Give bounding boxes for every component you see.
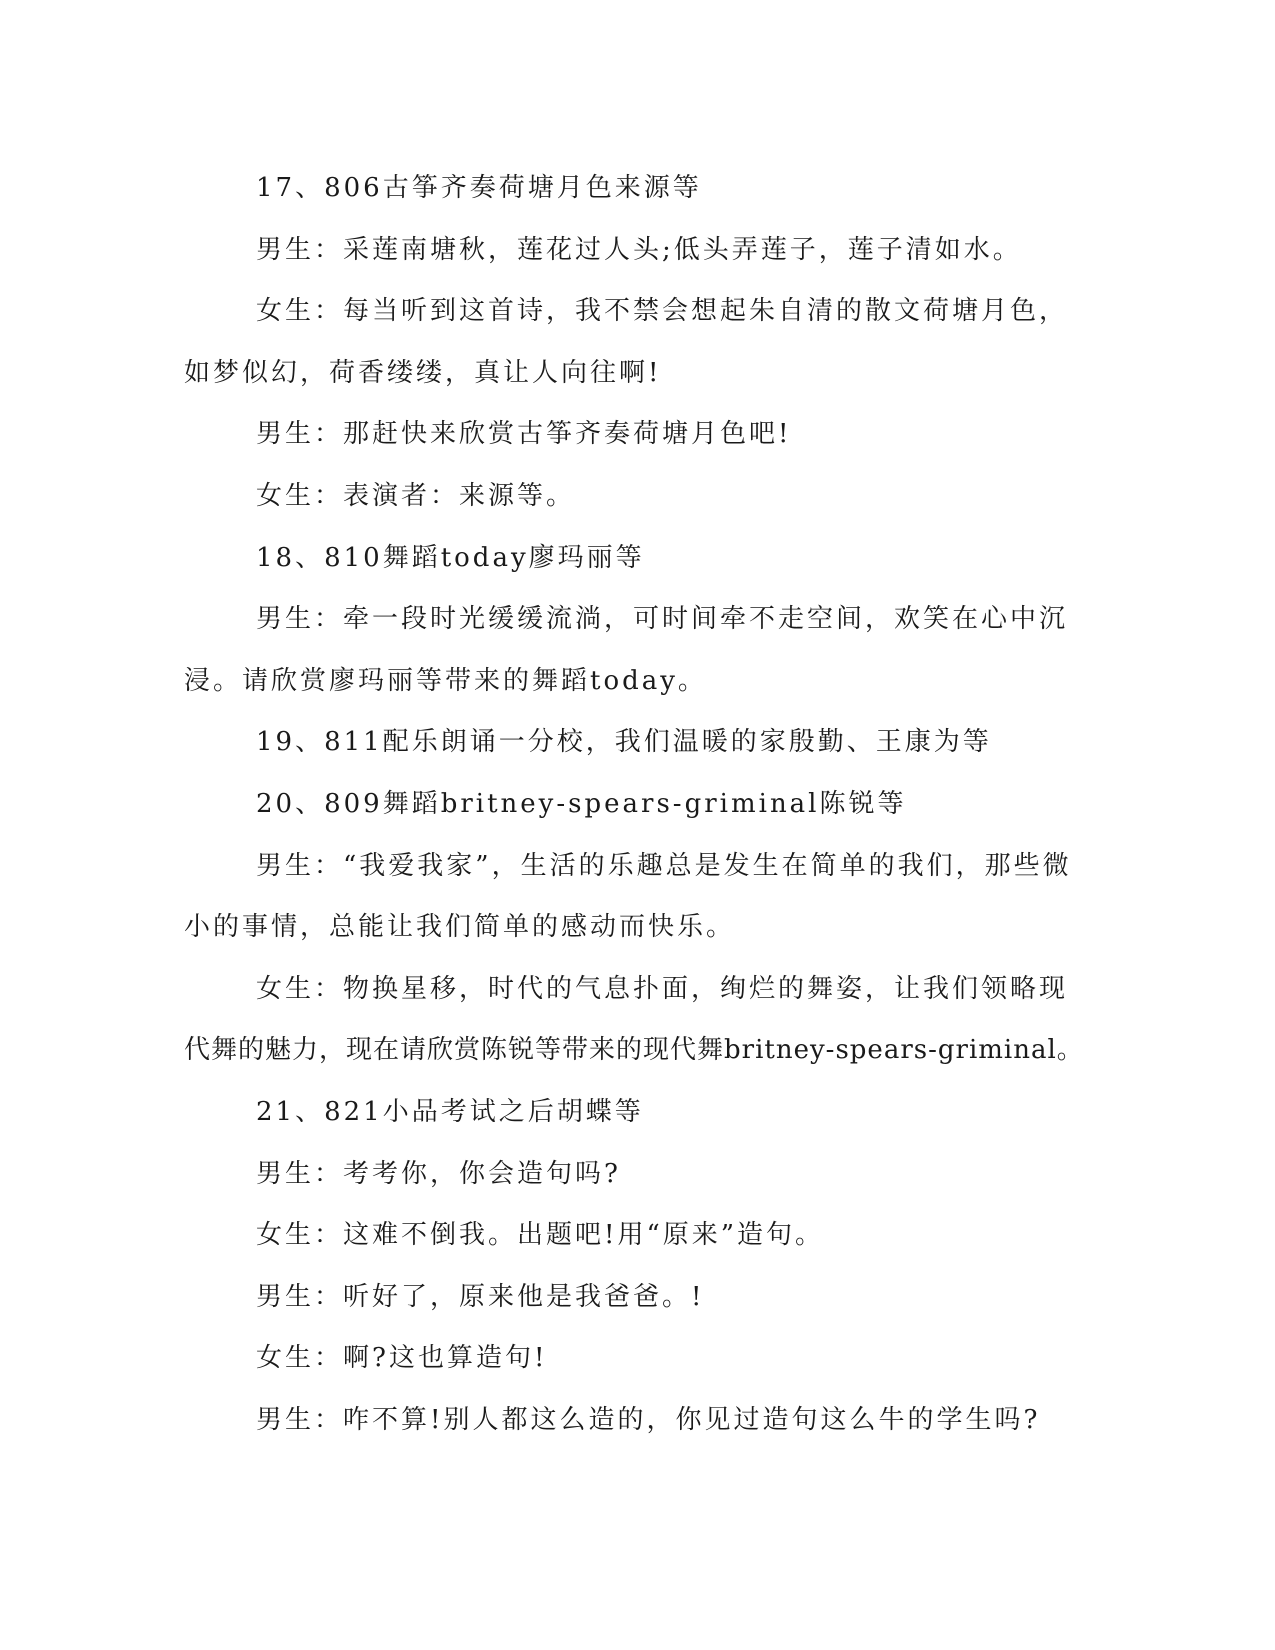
program-item-18-heading: 18、810舞蹈today廖玛丽等	[256, 542, 645, 573]
program-item-19-heading: 19、811配乐朗诵一分校，我们温暖的家殷勤、王康为等	[256, 727, 992, 758]
dialogue-line: 男生：牵一段时光缓缓流淌，可时间牵不走空间，欢笑在心中沉	[256, 604, 1069, 635]
dialogue-line: 男生：咋不算!别人都这么造的，你见过造句这么牛的学生吗?	[256, 1404, 1041, 1435]
dialogue-line: 男生：那赶快来欣赏古筝齐奏荷塘月色吧!	[256, 419, 792, 450]
dialogue-line-continuation: 浸。请欣赏廖玛丽等带来的舞蹈today。	[184, 665, 707, 696]
dialogue-line-continuation: 代舞的魅力，现在请欣赏陈锐等带来的现代舞britney-spears-griminal。	[184, 1035, 1084, 1066]
dialogue-line: 男生：采莲南塘秋，莲花过人头;低头弄莲子，莲子清如水。	[256, 234, 1022, 265]
dialogue-line: 女生：这难不倒我。出题吧!用“原来”造句。	[256, 1220, 825, 1251]
dialogue-line: 男生：“我爱我家”，生活的乐趣总是发生在简单的我们，那些微	[256, 850, 1072, 881]
program-item-17-heading: 17、806古筝齐奏荷塘月色来源等	[256, 173, 702, 203]
program-item-20-heading: 20、809舞蹈britney-spears-griminal陈锐等	[256, 788, 907, 819]
dialogue-line: 女生：啊?这也算造句!	[256, 1343, 548, 1374]
dialogue-line-continuation: 小的事情，总能让我们简单的感动而快乐。	[184, 912, 736, 943]
program-item-21-heading: 21、821小品考试之后胡蝶等	[256, 1096, 644, 1127]
dialogue-line: 男生：考考你，你会造句吗?	[256, 1158, 621, 1189]
dialogue-line: 女生：物换星移，时代的气息扑面，绚烂的舞姿，让我们领略现	[256, 973, 1069, 1004]
document-body	[184, 158, 1084, 1451]
dialogue-line: 女生：表演者：来源等。	[256, 480, 576, 511]
dialogue-line: 女生：每当听到这首诗，我不禁会想起朱自清的散文荷塘月色，	[256, 296, 1069, 327]
dialogue-line-continuation: 如梦似幻，荷香缕缕，真让人向往啊!	[184, 357, 662, 388]
dialogue-line: 男生：听好了，原来他是我爸爸。!	[256, 1281, 705, 1312]
